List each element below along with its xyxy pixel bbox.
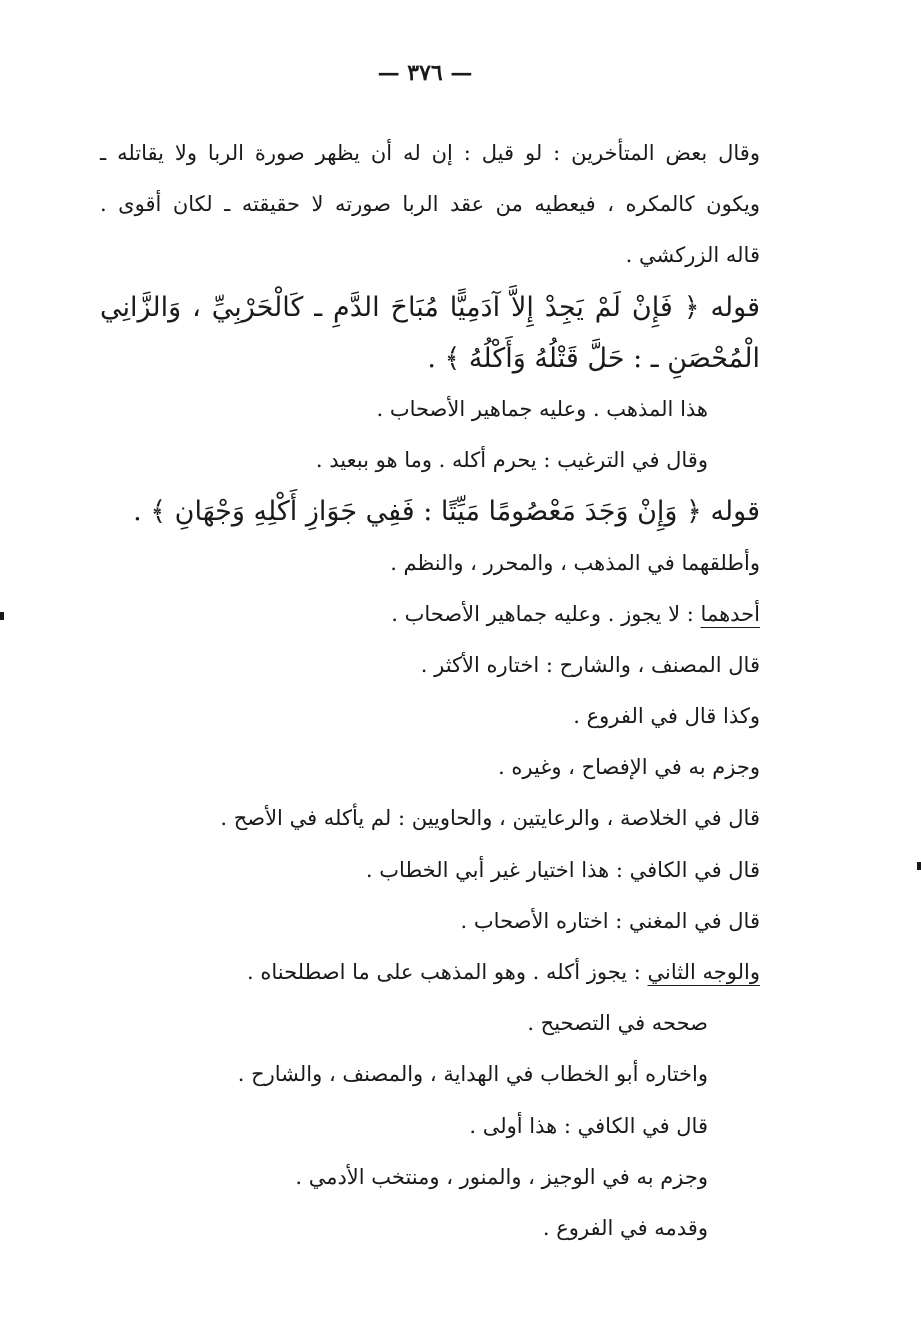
text-line-1: وقال بعض المتأخرين : لو قيل : إن له أن يظهر صورة الربا ولا يقاتله ـ [100,141,760,165]
text-line-22: وقدمه في الفروع . [542,1215,708,1240]
text-line-11: قال المصنف ، والشارح : اختاره الأكثر . [420,652,760,677]
quote-line-3: قوله ﴿ وَإِنْ وَجَدَ مَعْصُومًا مَيِّتًا : فَفِي جَوَازِ أَكْلِهِ وَجْهَانِ ﴾ . [133,496,760,528]
text-line-2: ويكون كالمكره ، فيعطيه من عقد الربا صورته لا حقيقته ـ لكان أقوى . [100,192,760,217]
page-number: — ٣٧٦ — [377,60,473,86]
text-line-21: وجزم به في الوجيز ، والمنور ، ومنتخب الأدمي . [295,1164,708,1189]
text-line-20: قال في الكافي : هذا أولى . [469,1113,708,1138]
text-line-7: وقال في الترغيب : يحرم أكله . وما هو ببعيد . [315,448,708,473]
scan-edge-mark [0,612,4,620]
text-line-13: وجزم به في الإفصاح ، وغيره . [498,755,760,780]
text-line-6: هذا المذهب . وعليه جماهير الأصحاب . [376,396,708,421]
text-line-15: قال في الكافي : هذا اختيار غير أبي الخطاب . [365,857,760,882]
second-view-heading: والوجه الثاني [647,960,760,984]
first-view-text: : لا يجوز . وعليه جماهير الأصحاب . [391,601,701,626]
second-view-text: : يجوز أكله . وهو المذهب على ما اصطلحناه . [246,960,648,984]
scan-edge-mark [917,862,921,870]
quote-line-2: الْمُحْصَنِ ـ : حَلَّ قَتْلُهُ وَأَكْلُهُ ﴾ . [427,342,760,374]
text-line-14: قال في الخلاصة ، والرعايتين ، والحاويين : لم يأكله في الأصح . [220,806,760,831]
first-view-heading: أحدهما [700,601,760,626]
text-line-16: قال في المغني : اختاره الأصحاب . [460,908,760,933]
text-line-18: صححه في التصحيح . [527,1011,708,1036]
text-line-17 [100,947,760,998]
text-line-19: واختاره أبو الخطاب في الهداية ، والمصنف ، والشارح . [237,1062,708,1087]
body-text [100,128,760,1254]
text-line-3: قاله الزركشي . [625,243,760,268]
text-line-12: وكذا قال في الفروع . [573,704,760,729]
text-line-9: وأطلقهما في المذهب ، والمحرر ، والنظم . [390,550,760,575]
quote-line-1: قوله ﴿ فَإِنْ لَمْ يَجِدْ إِلاَّ آدَمِيًّا مُبَاحَ الدَّمِ ـ كَالْحَرْبِيِّ ، وَالزَّانِي [100,291,760,323]
text-line-10 [100,589,760,640]
